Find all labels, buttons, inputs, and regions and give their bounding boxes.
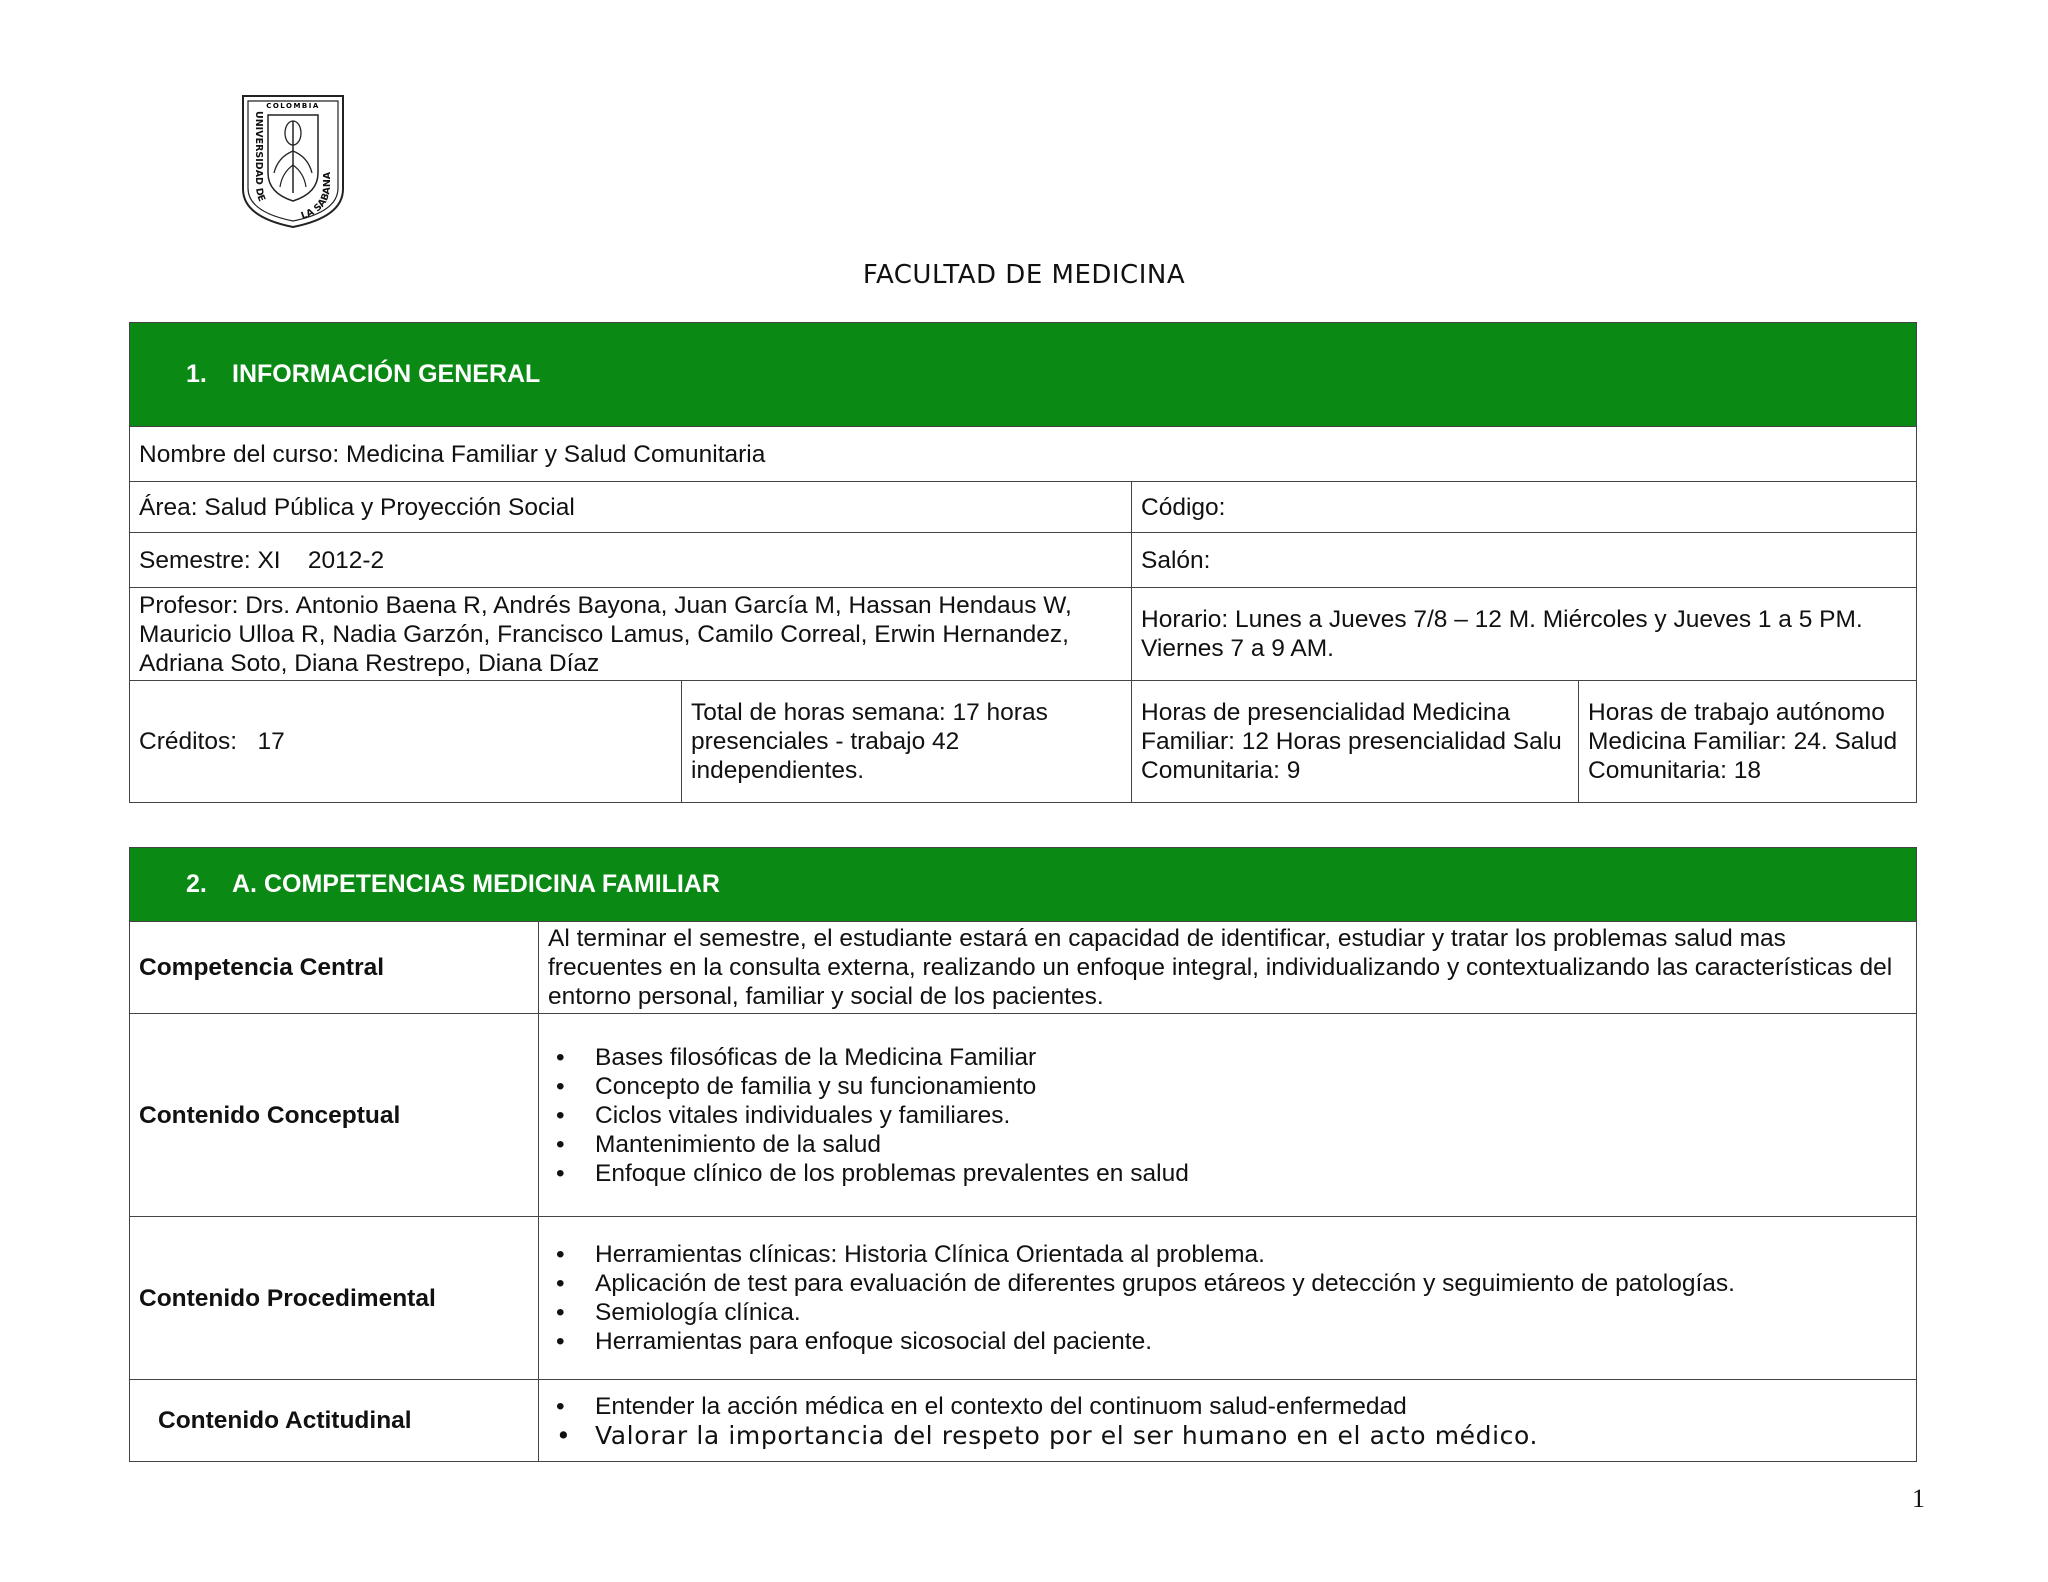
- section-1-number: 1.: [186, 360, 207, 388]
- attitudinal-content-row: [130, 1380, 1917, 1462]
- presential-hours: Horas de presencialidad Medicina Familiar: 12 Horas presencialidad Salu Comunitaria: 9: [1132, 681, 1579, 803]
- page-number: 1: [1912, 1484, 1925, 1513]
- procedural-content-cell: [539, 1217, 1917, 1380]
- section-1-header-cell: [130, 323, 1917, 427]
- course-code: Código:: [1132, 482, 1917, 533]
- autonomous-hours: Horas de trabajo autónomo Medicina Familiar: 24. Salud Comunitaria: 18: [1579, 681, 1917, 803]
- procedural-content-row: [130, 1217, 1917, 1380]
- list-item: • Herramientas clínicas: Historia Clínica Orientada al problema.: [548, 1240, 1907, 1269]
- list-item: • Enfoque clínico de los problemas prevalentes en salud: [548, 1159, 1907, 1188]
- section-2-number: 2.: [186, 870, 207, 898]
- conceptual-content-cell: [539, 1014, 1917, 1217]
- schedule: Horario: Lunes a Jueves 7/8 – 12 M. Miércoles y Jueves 1 a 5 PM. Viernes 7 a 9 AM.: [1132, 588, 1917, 681]
- conceptual-content-label: Contenido Conceptual: [130, 1014, 539, 1217]
- hours-row: [130, 681, 1917, 803]
- total-hours: Total de horas semana: 17 horas presenciales - trabajo 42 independientes.: [682, 681, 1132, 803]
- list-item: • Mantenimiento de la salud: [548, 1130, 1907, 1159]
- list-item: • Aplicación de test para evaluación de diferentes grupos etáreos y detección y seguimiento de patologías.: [548, 1269, 1907, 1298]
- list-item: • Entender la acción médica en el contexto del continuom salud-enfermedad: [548, 1392, 1907, 1421]
- svg-text:LA SABANA: LA SABANA: [299, 171, 334, 222]
- list-item: • Concepto de familia y su funcionamiento: [548, 1072, 1907, 1101]
- central-competence-label: Competencia Central: [130, 922, 539, 1014]
- general-information-table: [129, 322, 1917, 803]
- list-item: • Bases filosóficas de la Medicina Familiar: [548, 1043, 1907, 1072]
- central-competence-row: [130, 922, 1917, 1014]
- section-2-header: [130, 848, 1917, 922]
- area: Área: Salud Pública y Proyección Social: [130, 482, 1132, 533]
- list-item: • Herramientas para enfoque sicosocial del paciente.: [548, 1327, 1907, 1356]
- room: Salón:: [1132, 533, 1917, 588]
- credits: Créditos: 17: [130, 681, 682, 803]
- central-competence-text: Al terminar el semestre, el estudiante estará en capacidad de identificar, estudiar y tratar los problemas salud mas frecuentes en la consulta externa, realizando un enfoque integral, individualizando y contextualizando las características del entorno personal, familiar y social de los pacientes.: [539, 922, 1917, 1014]
- area-row: [130, 482, 1917, 533]
- competencies-table: [129, 847, 1917, 1462]
- list-item: • Valorar la importancia del respeto por el ser humano en el acto médico.: [548, 1421, 1907, 1450]
- section-2-title: A. COMPETENCIAS MEDICINA FAMILIAR: [232, 870, 720, 898]
- section-2-header-cell: [130, 848, 1917, 922]
- svg-text:UNIVERSIDAD DE: UNIVERSIDAD DE: [252, 111, 268, 204]
- attitudinal-content-cell: [539, 1380, 1917, 1462]
- professor: Profesor: Drs. Antonio Baena R, Andrés Bayona, Juan García M, Hassan Hendaus W, Mauricio Ulloa R, Nadia Garzón, Francisco Lamus, Camilo Correal, Erwin Hernandez, Adriana Soto, Diana Restrepo, Diana Díaz: [130, 588, 1132, 681]
- semester-row: [130, 533, 1917, 588]
- university-shield-icon: [240, 93, 346, 229]
- section-1-title: INFORMACIÓN GENERAL: [232, 360, 541, 388]
- attitudinal-content-list: [548, 1392, 1907, 1450]
- conceptual-content-row: [130, 1014, 1917, 1217]
- list-item: • Semiología clínica.: [548, 1298, 1907, 1327]
- procedural-content-label: Contenido Procedimental: [130, 1217, 539, 1380]
- professor-row: [130, 588, 1917, 681]
- section-1-header: [130, 323, 1917, 427]
- course-name: Nombre del curso: Medicina Familiar y Salud Comunitaria: [130, 427, 1917, 482]
- semester: Semestre: XI 2012-2: [130, 533, 1132, 588]
- university-logo: [240, 93, 346, 229]
- faculty-title: FACULTAD DE MEDICINA: [862, 260, 1186, 290]
- course-name-row: [130, 427, 1917, 482]
- svg-text:COLOMBIA: COLOMBIA: [266, 102, 320, 110]
- conceptual-content-list: [548, 1043, 1907, 1188]
- attitudinal-content-label: Contenido Actitudinal: [130, 1380, 539, 1462]
- list-item: • Ciclos vitales individuales y familiares.: [548, 1101, 1907, 1130]
- procedural-content-list: [548, 1240, 1907, 1356]
